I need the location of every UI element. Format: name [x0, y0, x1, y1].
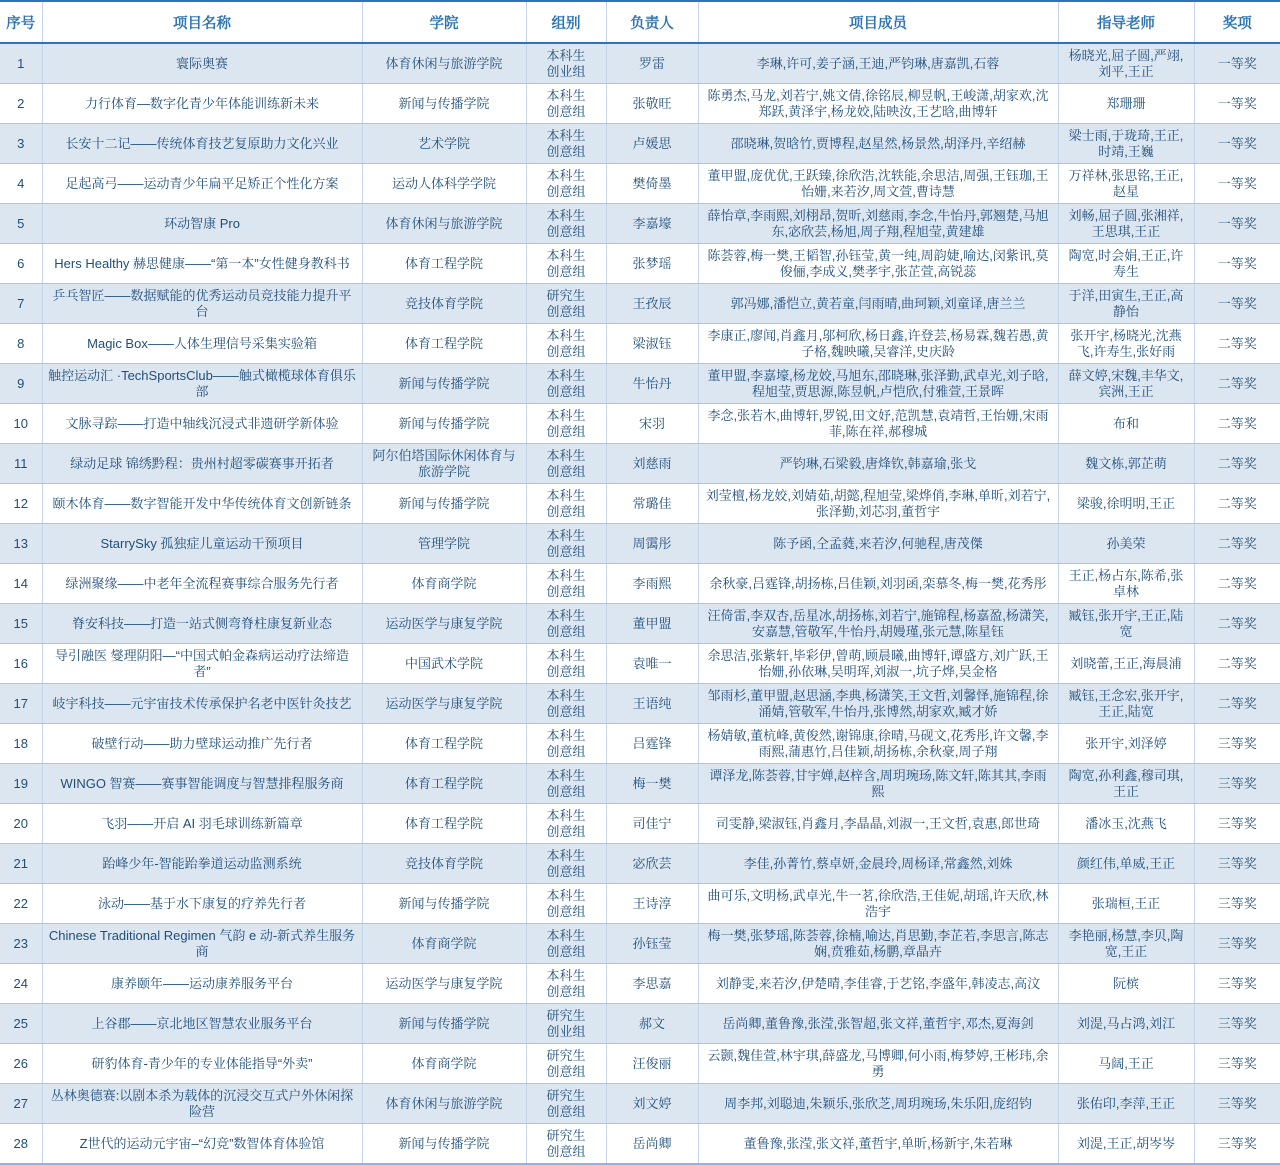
- cell-leader: 常璐佳: [606, 484, 698, 524]
- cell-project-name: 足起高弓——运动青少年扁平足矫正个性化方案: [42, 164, 362, 204]
- column-header-leader: 负责人: [606, 1, 698, 43]
- cell-award: 三等奖: [1194, 1044, 1280, 1084]
- column-header-advisors: 指导老师: [1058, 1, 1194, 43]
- cell-group: 本科生创意组: [526, 444, 606, 484]
- cell-group: 本科生创意组: [526, 964, 606, 1004]
- cell-members: 刘静雯,来若汐,伊楚晴,李佳睿,于艺铭,李盛年,韩凌志,高汶: [698, 964, 1058, 1004]
- cell-members: 董鲁豫,张滢,张文祥,董哲宇,单昕,杨新宇,朱若琳: [698, 1124, 1058, 1165]
- cell-college: 运动医学与康复学院: [362, 604, 526, 644]
- cell-college: 中国武术学院: [362, 644, 526, 684]
- cell-advisors: 刘畅,屈子圆,张湘祥,王思琪,王正: [1058, 204, 1194, 244]
- cell-group: 研究生创意组: [526, 1124, 606, 1165]
- cell-group: 本科生创意组: [526, 724, 606, 764]
- cell-award: 三等奖: [1194, 884, 1280, 924]
- table-row: [0, 964, 1280, 1004]
- column-header-college: 学院: [362, 1, 526, 43]
- cell-award: 一等奖: [1194, 244, 1280, 284]
- cell-college: 体育休闲与旅游学院: [362, 43, 526, 84]
- column-header-index: 序号: [0, 1, 42, 43]
- cell-project-name: StarrySky 孤独症儿童运动干预项目: [42, 524, 362, 564]
- cell-index: 1: [0, 43, 42, 84]
- cell-index: 28: [0, 1124, 42, 1165]
- table-row: [0, 604, 1280, 644]
- cell-group: 本科生创意组: [526, 204, 606, 244]
- cell-advisors: 孙美荣: [1058, 524, 1194, 564]
- cell-group: 本科生创意组: [526, 364, 606, 404]
- cell-advisors: 陶宽,孙利鑫,穆司琪,王正: [1058, 764, 1194, 804]
- cell-project-name: 力行体育—数字化青少年体能训练新未来: [42, 84, 362, 124]
- cell-members: 邵晓琳,贺晗竹,贾博程,赵星然,杨景然,胡泽丹,辛绍赫: [698, 124, 1058, 164]
- cell-leader: 王孜辰: [606, 284, 698, 324]
- cell-advisors: 颜红伟,单威,王正: [1058, 844, 1194, 884]
- cell-leader: 牛怡丹: [606, 364, 698, 404]
- cell-index: 3: [0, 124, 42, 164]
- table-row: [0, 804, 1280, 844]
- cell-award: 二等奖: [1194, 684, 1280, 724]
- cell-members: 董甲盟,李嘉壕,杨龙姣,马旭东,邵晓琳,张泽勤,武卓光,刘子晗,程旭莹,贾思源,陈昱帆,卢恺欣,付雅萱,王景晖: [698, 364, 1058, 404]
- cell-index: 16: [0, 644, 42, 684]
- cell-college: 新闻与传播学院: [362, 404, 526, 444]
- cell-group: 本科生创意组: [526, 324, 606, 364]
- table-row: [0, 484, 1280, 524]
- table-row: [0, 684, 1280, 724]
- cell-project-name: Chinese Traditional Regimen 气韵 e 动-新式养生服务商: [42, 924, 362, 964]
- table-row: [0, 244, 1280, 284]
- table-row: [0, 164, 1280, 204]
- cell-project-name: 导引融医 燮理阴阳—“中国式帕金森病运动疗法缔造者”: [42, 644, 362, 684]
- cell-award: 二等奖: [1194, 404, 1280, 444]
- table-header: [0, 1, 1280, 43]
- table-row: [0, 564, 1280, 604]
- cell-college: 竞技体育学院: [362, 844, 526, 884]
- cell-members: 余秋豪,吕霆锋,胡扬栋,吕佳颖,刘羽函,栾慕冬,梅一樊,花秀彤: [698, 564, 1058, 604]
- cell-award: 一等奖: [1194, 124, 1280, 164]
- cell-project-name: 脊安科技——打造一站式侧弯脊柱康复新业态: [42, 604, 362, 644]
- cell-group: 本科生创意组: [526, 844, 606, 884]
- cell-college: 运动人体科学学院: [362, 164, 526, 204]
- cell-award: 二等奖: [1194, 564, 1280, 604]
- table-row: [0, 644, 1280, 684]
- cell-project-name: 环动智康 Pro: [42, 204, 362, 244]
- table-row: [0, 724, 1280, 764]
- cell-group: 本科生创意组: [526, 164, 606, 204]
- cell-leader: 李思嘉: [606, 964, 698, 1004]
- cell-group: 研究生创意组: [526, 1084, 606, 1124]
- cell-members: 郭冯娜,潘恺立,黄若童,闫雨晴,曲珂颖,刘童译,唐兰兰: [698, 284, 1058, 324]
- cell-members: 陈勇杰,马龙,刘若宁,姚文倩,徐铭辰,柳昱帆,王峻潇,胡家欢,沈郑跃,黄泽宇,杨龙姣,陆映汝,王艺晗,曲博轩: [698, 84, 1058, 124]
- cell-college: 体育休闲与旅游学院: [362, 204, 526, 244]
- cell-members: 李琳,许可,姜子涵,王迪,严钧琳,唐嘉凯,石蓉: [698, 43, 1058, 84]
- cell-project-name: 泳动——基于水下康复的疗养先行者: [42, 884, 362, 924]
- cell-index: 21: [0, 844, 42, 884]
- cell-members: 李康正,廖闻,肖鑫月,邬柯欣,杨日鑫,许登芸,杨易霖,魏若愚,黄子格,魏映曦,吴睿洋,史庆龄: [698, 324, 1058, 364]
- cell-leader: 袁唯一: [606, 644, 698, 684]
- cell-advisors: 李艳丽,杨慧,李贝,陶宽,王正: [1058, 924, 1194, 964]
- cell-advisors: 张开宇,杨晓光,沈燕飞,许寿生,张好雨: [1058, 324, 1194, 364]
- cell-college: 新闻与传播学院: [362, 364, 526, 404]
- cell-college: 体育工程学院: [362, 764, 526, 804]
- table-row: [0, 924, 1280, 964]
- cell-college: 体育商学院: [362, 564, 526, 604]
- table-row: [0, 884, 1280, 924]
- cell-group: 研究生创意组: [526, 1044, 606, 1084]
- cell-members: 余思洁,张紫轩,毕彩伊,曾萌,顾晨曦,曲博轩,谭盛方,刘广跃,王怡姗,孙依琳,吴明珲,刘淑一,坑子烨,吴金格: [698, 644, 1058, 684]
- cell-project-name: 丛林奥德赛:以剧本杀为载体的沉浸交互式户外休闲探险营: [42, 1084, 362, 1124]
- cell-award: 一等奖: [1194, 284, 1280, 324]
- cell-group: 本科生创意组: [526, 644, 606, 684]
- table-row: [0, 124, 1280, 164]
- table-row: [0, 204, 1280, 244]
- cell-project-name: 跆峰少年-智能跆拳道运动监测系统: [42, 844, 362, 884]
- cell-members: 薛怡章,李雨熙,刘栩昂,贺昕,刘慈雨,李念,牛怡丹,郭翘楚,马旭东,宓欣芸,杨旭,周子翔,程旭莹,黄建雄: [698, 204, 1058, 244]
- cell-advisors: 潘冰玉,沈燕飞: [1058, 804, 1194, 844]
- column-header-group: 组别: [526, 1, 606, 43]
- cell-index: 9: [0, 364, 42, 404]
- cell-award: 一等奖: [1194, 164, 1280, 204]
- cell-group: 研究生创意组: [526, 284, 606, 324]
- cell-advisors: 王正,杨占东,陈希,张卓林: [1058, 564, 1194, 604]
- cell-project-name: 绿洲聚缘——中老年全流程赛事综合服务先行者: [42, 564, 362, 604]
- cell-index: 26: [0, 1044, 42, 1084]
- cell-leader: 李嘉壕: [606, 204, 698, 244]
- cell-award: 三等奖: [1194, 1004, 1280, 1044]
- cell-leader: 樊倚墨: [606, 164, 698, 204]
- cell-leader: 张梦瑶: [606, 244, 698, 284]
- cell-leader: 罗雷: [606, 43, 698, 84]
- cell-advisors: 马阔,王正: [1058, 1044, 1194, 1084]
- table-row: [0, 1124, 1280, 1165]
- cell-group: 本科生创意组: [526, 404, 606, 444]
- cell-group: 本科生创意组: [526, 884, 606, 924]
- cell-advisors: 魏文栋,郭芷萌: [1058, 444, 1194, 484]
- cell-index: 18: [0, 724, 42, 764]
- table-row: [0, 364, 1280, 404]
- cell-group: 本科生创意组: [526, 84, 606, 124]
- cell-leader: 郝文: [606, 1004, 698, 1044]
- cell-project-name: 文脉寻踪——打造中轴线沉浸式非遗研学新体验: [42, 404, 362, 444]
- cell-group: 本科生创意组: [526, 124, 606, 164]
- cell-college: 体育工程学院: [362, 324, 526, 364]
- cell-group: 本科生创意组: [526, 484, 606, 524]
- cell-project-name: 乒乓智匠——数据赋能的优秀运动员竞技能力提升平台: [42, 284, 362, 324]
- cell-members: 邹雨杉,董甲盟,赵思涵,李典,杨潇笑,王文哲,刘馨怿,施锦程,徐涌婧,管敬军,牛怡丹,张博然,胡家欢,臧才娇: [698, 684, 1058, 724]
- cell-leader: 司佳宁: [606, 804, 698, 844]
- table-row: [0, 444, 1280, 484]
- cell-index: 15: [0, 604, 42, 644]
- cell-leader: 梅一樊: [606, 764, 698, 804]
- cell-index: 2: [0, 84, 42, 124]
- cell-award: 三等奖: [1194, 964, 1280, 1004]
- column-header-project: 项目名称: [42, 1, 362, 43]
- cell-members: 曲可乐,文明杨,武卓光,牛一茗,徐欣浩,王佳妮,胡瑶,许天欣,林浩宇: [698, 884, 1058, 924]
- cell-advisors: 臧钰,王念宏,张开宇,王正,陆宽: [1058, 684, 1194, 724]
- cell-college: 新闻与传播学院: [362, 1004, 526, 1044]
- cell-advisors: 陶宽,时会娟,王正,许寿生: [1058, 244, 1194, 284]
- table-row: [0, 284, 1280, 324]
- cell-leader: 王语纯: [606, 684, 698, 724]
- table-row: [0, 324, 1280, 364]
- table-row: [0, 84, 1280, 124]
- cell-members: 司雯静,梁淑钰,肖鑫月,李晶晶,刘淑一,王文哲,袁惠,郎世琦: [698, 804, 1058, 844]
- cell-group: 本科生创意组: [526, 524, 606, 564]
- cell-advisors: 张瑞桓,王正: [1058, 884, 1194, 924]
- cell-index: 20: [0, 804, 42, 844]
- cell-index: 4: [0, 164, 42, 204]
- cell-award: 三等奖: [1194, 1084, 1280, 1124]
- cell-group: 本科生创意组: [526, 684, 606, 724]
- cell-college: 体育商学院: [362, 924, 526, 964]
- cell-advisors: 张佑印,李萍,王正: [1058, 1084, 1194, 1124]
- cell-leader: 吕霆锋: [606, 724, 698, 764]
- cell-index: 23: [0, 924, 42, 964]
- cell-advisors: 刘晓蕾,王正,海晨浦: [1058, 644, 1194, 684]
- cell-group: 本科生创意组: [526, 244, 606, 284]
- cell-college: 艺术学院: [362, 124, 526, 164]
- cell-members: 谭泽龙,陈荟蓉,甘宇婵,赵梓含,周玥琬玚,陈文轩,陈其其,李雨熙: [698, 764, 1058, 804]
- column-header-award: 奖项: [1194, 1, 1280, 43]
- cell-project-name: 破壁行动——助力壁球运动推广先行者: [42, 724, 362, 764]
- cell-project-name: 研豹体育-青少年的专业体能指导“外卖”: [42, 1044, 362, 1084]
- cell-index: 14: [0, 564, 42, 604]
- cell-college: 体育工程学院: [362, 724, 526, 764]
- cell-project-name: WINGO 智赛——赛事智能调度与智慧排程服务商: [42, 764, 362, 804]
- cell-leader: 岳尚卿: [606, 1124, 698, 1165]
- cell-group: 研究生创业组: [526, 1004, 606, 1044]
- cell-award: 二等奖: [1194, 364, 1280, 404]
- table-row: [0, 844, 1280, 884]
- cell-college: 阿尔伯塔国际休闲体育与旅游学院: [362, 444, 526, 484]
- cell-project-name: 飞羽——开启 AI 羽毛球训练新篇章: [42, 804, 362, 844]
- cell-leader: 李雨熙: [606, 564, 698, 604]
- cell-project-name: 触控运动汇 ·TechSportsClub——触式橄榄球体育俱乐部: [42, 364, 362, 404]
- cell-project-name: 长安十二记——传统体育技艺复原助力文化兴业: [42, 124, 362, 164]
- table-row: [0, 1004, 1280, 1044]
- cell-members: 李佳,孙菁竹,蔡卓妍,金晨玲,周杨译,常鑫然,刘姝: [698, 844, 1058, 884]
- cell-award: 二等奖: [1194, 324, 1280, 364]
- cell-project-name: Magic Box——人体生理信号采集实验箱: [42, 324, 362, 364]
- cell-advisors: 于洋,田寅生,王正,高静怡: [1058, 284, 1194, 324]
- cell-leader: 宋羽: [606, 404, 698, 444]
- table-row: [0, 43, 1280, 84]
- cell-college: 体育工程学院: [362, 244, 526, 284]
- cell-group: 本科生创业组: [526, 43, 606, 84]
- cell-leader: 孙钰莹: [606, 924, 698, 964]
- cell-award: 三等奖: [1194, 764, 1280, 804]
- cell-leader: 张敬旺: [606, 84, 698, 124]
- cell-members: 杨婧敏,董杭峰,黄俊然,谢锦康,徐晴,马砚文,花秀彤,许文馨,李雨熙,蒲惠竹,吕佳颖,胡扬栋,余秋豪,周子翔: [698, 724, 1058, 764]
- cell-advisors: 臧钰,张开宇,王正,陆宽: [1058, 604, 1194, 644]
- cell-leader: 董甲盟: [606, 604, 698, 644]
- cell-award: 一等奖: [1194, 204, 1280, 244]
- cell-leader: 宓欣芸: [606, 844, 698, 884]
- cell-group: 本科生创意组: [526, 924, 606, 964]
- cell-college: 体育工程学院: [362, 804, 526, 844]
- cell-advisors: 布和: [1058, 404, 1194, 444]
- cell-college: 体育休闲与旅游学院: [362, 1084, 526, 1124]
- cell-college: 新闻与传播学院: [362, 1124, 526, 1165]
- cell-index: 11: [0, 444, 42, 484]
- cell-college: 新闻与传播学院: [362, 884, 526, 924]
- cell-leader: 刘文婷: [606, 1084, 698, 1124]
- cell-advisors: 张开宇,刘泽婷: [1058, 724, 1194, 764]
- cell-members: 刘莹檀,杨龙姣,刘婧茹,胡懿,程旭莹,梁烨俏,李琳,单昕,刘若宁,张泽勤,刘芯羽,董哲宇: [698, 484, 1058, 524]
- cell-award: 一等奖: [1194, 84, 1280, 124]
- cell-leader: 刘慈雨: [606, 444, 698, 484]
- cell-index: 19: [0, 764, 42, 804]
- cell-index: 24: [0, 964, 42, 1004]
- cell-project-name: 颐木体育——数字智能开发中华传统体育文创新链条: [42, 484, 362, 524]
- table-row: [0, 524, 1280, 564]
- cell-advisors: 刘湜,王正,胡岑岑: [1058, 1124, 1194, 1165]
- cell-leader: 王诗淳: [606, 884, 698, 924]
- cell-project-name: 康养颐年——运动康养服务平台: [42, 964, 362, 1004]
- cell-college: 新闻与传播学院: [362, 84, 526, 124]
- cell-index: 5: [0, 204, 42, 244]
- cell-index: 12: [0, 484, 42, 524]
- cell-college: 运动医学与康复学院: [362, 684, 526, 724]
- cell-members: 梅一樊,张梦瑶,陈荟蓉,徐楠,喻达,肖思勤,李芷若,李思言,陈志娴,贲雅茹,杨鹏,章晶卉: [698, 924, 1058, 964]
- cell-award: 三等奖: [1194, 804, 1280, 844]
- cell-members: 李念,张若木,曲博轩,罗锐,田文妤,范凯慧,袁靖哲,王怡姗,宋雨菲,陈在祥,郝穆城: [698, 404, 1058, 444]
- column-header-members: 项目成员: [698, 1, 1058, 43]
- cell-college: 运动医学与康复学院: [362, 964, 526, 1004]
- cell-group: 本科生创意组: [526, 604, 606, 644]
- cell-award: 二等奖: [1194, 604, 1280, 644]
- cell-project-name: 岐宇科技——元宇宙技术传承保护名老中医针灸技艺: [42, 684, 362, 724]
- cell-index: 25: [0, 1004, 42, 1044]
- cell-index: 22: [0, 884, 42, 924]
- cell-index: 13: [0, 524, 42, 564]
- cell-leader: 梁淑钰: [606, 324, 698, 364]
- cell-award: 三等奖: [1194, 724, 1280, 764]
- cell-award: 三等奖: [1194, 924, 1280, 964]
- cell-project-name: Z世代的运动元宇宙–“幻竞”数智体育体验馆: [42, 1124, 362, 1165]
- cell-members: 汪倚雷,李双杏,岳星冰,胡扬栋,刘若宁,施锦程,杨嘉盈,杨潇笑,安嘉慧,管敬军,牛怡丹,胡嫚瑾,张元慧,陈星钰: [698, 604, 1058, 644]
- cell-advisors: 梁士雨,于珑琦,王正,时靖,王巍: [1058, 124, 1194, 164]
- cell-award: 三等奖: [1194, 844, 1280, 884]
- cell-advisors: 刘湜,马占鸿,刘江: [1058, 1004, 1194, 1044]
- cell-index: 10: [0, 404, 42, 444]
- table-row: [0, 1044, 1280, 1084]
- cell-college: 体育商学院: [362, 1044, 526, 1084]
- table-row: [0, 404, 1280, 444]
- cell-members: 陈荟蓉,梅一樊,王韬智,孙钰莹,黄一纯,周韵婕,喻达,闵紫讯,莫俊俪,李成义,樊孝宇,张芷萱,高锐蕊: [698, 244, 1058, 284]
- cell-index: 7: [0, 284, 42, 324]
- cell-award: 二等奖: [1194, 484, 1280, 524]
- cell-group: 本科生创意组: [526, 764, 606, 804]
- cell-members: 周李邦,刘聪迪,朱颖乐,张欣芝,周玥琬玚,朱乐阳,庞绍钧: [698, 1084, 1058, 1124]
- cell-college: 竞技体育学院: [362, 284, 526, 324]
- cell-members: 云颢,魏佳萱,林宇琪,薛盛龙,马博卿,何小雨,梅梦婷,王彬玮,余勇: [698, 1044, 1058, 1084]
- cell-college: 新闻与传播学院: [362, 484, 526, 524]
- cell-index: 17: [0, 684, 42, 724]
- cell-advisors: 杨晓光,屈子圆,严翊,刘平,王正: [1058, 43, 1194, 84]
- cell-award: 一等奖: [1194, 43, 1280, 84]
- cell-members: 严钧琳,石梁毅,唐烽钦,韩嘉瑜,张戈: [698, 444, 1058, 484]
- cell-index: 8: [0, 324, 42, 364]
- cell-group: 本科生创意组: [526, 804, 606, 844]
- cell-project-name: Hers Healthy 赫思健康——“第一本”女性健身教科书: [42, 244, 362, 284]
- table-body: [0, 43, 1280, 1164]
- cell-advisors: 阮槟: [1058, 964, 1194, 1004]
- cell-award: 二等奖: [1194, 644, 1280, 684]
- header-row: [0, 1, 1280, 43]
- cell-advisors: 梁骏,徐明明,王正: [1058, 484, 1194, 524]
- cell-advisors: 郑珊珊: [1058, 84, 1194, 124]
- cell-award: 二等奖: [1194, 444, 1280, 484]
- table-row: [0, 764, 1280, 804]
- cell-project-name: 寰际奥赛: [42, 43, 362, 84]
- cell-project-name: 上谷郡——京北地区智慧农业服务平台: [42, 1004, 362, 1044]
- cell-leader: 汪俊丽: [606, 1044, 698, 1084]
- cell-leader: 周霭彤: [606, 524, 698, 564]
- cell-members: 陈予函,仝孟蕤,来若汐,何驰程,唐茂傑: [698, 524, 1058, 564]
- cell-award: 二等奖: [1194, 524, 1280, 564]
- cell-award: 三等奖: [1194, 1124, 1280, 1165]
- cell-index: 27: [0, 1084, 42, 1124]
- cell-index: 6: [0, 244, 42, 284]
- cell-members: 董甲盟,庞优优,王跃臻,徐欣浩,沈轶能,余思洁,周强,王钰珈,王怡姗,来若汐,周文萱,曹诗慧: [698, 164, 1058, 204]
- cell-advisors: 薛文婷,宋魏,丰华文,宾洲,王正: [1058, 364, 1194, 404]
- cell-leader: 卢媛思: [606, 124, 698, 164]
- cell-advisors: 万祥林,张思铭,王正,赵星: [1058, 164, 1194, 204]
- table-row: [0, 1084, 1280, 1124]
- cell-members: 岳尚卿,董鲁豫,张滢,张智超,张文祥,董哲宇,邓杰,夏海剑: [698, 1004, 1058, 1044]
- cell-group: 本科生创意组: [526, 564, 606, 604]
- cell-project-name: 绿动足球 锦绣黔程：贵州村超零碳赛事开拓者: [42, 444, 362, 484]
- cell-college: 管理学院: [362, 524, 526, 564]
